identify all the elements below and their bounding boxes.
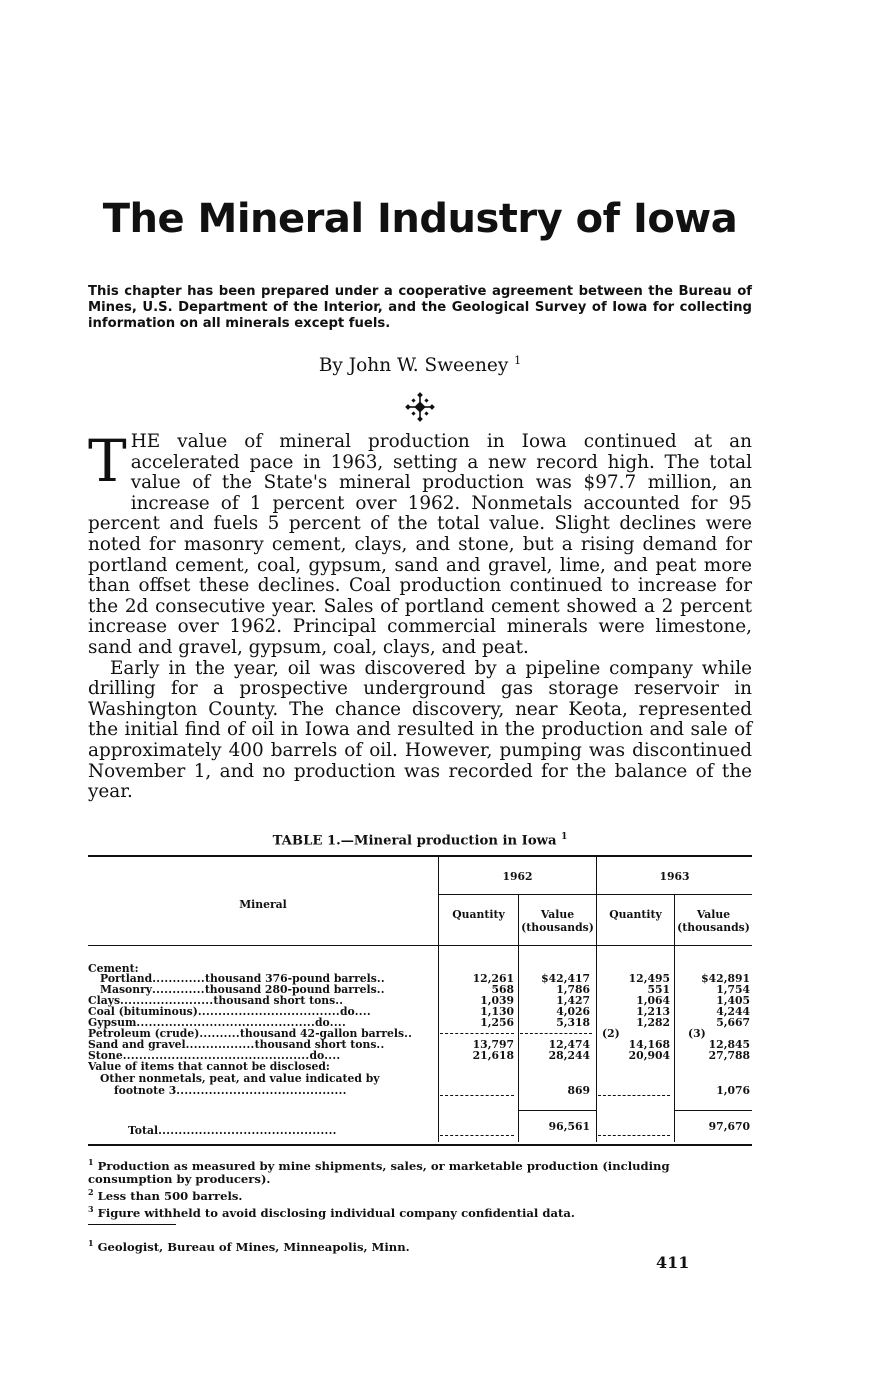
- body-text: [88, 427, 752, 803]
- page-title: The Mineral Industry of Iowa: [102, 196, 738, 242]
- cell-value-1962: 1,786: [556, 983, 590, 996]
- cell-value-1963: 5,667: [716, 1016, 750, 1029]
- cell-quantity-1963: 1,282: [636, 1016, 670, 1029]
- empty-cell-rule: [440, 1135, 514, 1136]
- header-bottom-rule: [88, 945, 752, 946]
- cell-value-1962: 869: [567, 1084, 590, 1097]
- cell-value-1962: 4,026: [556, 1005, 590, 1018]
- table-caption: [88, 832, 752, 848]
- row-label: Sand and gravel.................thousand short tons..: [88, 1038, 385, 1051]
- cell-quantity-1963: 1,064: [636, 994, 670, 1007]
- cell-quantity-1962: 12,261: [472, 972, 514, 985]
- cell-value-1963: $42,891: [701, 972, 750, 985]
- table-row: [88, 1084, 752, 1097]
- header-value-unit: (thousands): [521, 921, 594, 934]
- cell-value-1963: 1,754: [716, 983, 750, 996]
- row-label: Value of items that cannot be disclosed:: [88, 1060, 330, 1073]
- cell-value-1963: 12,845: [708, 1038, 750, 1051]
- row-label: Petroleum (crude)..........thousand 42-gallon barrels..: [88, 1027, 413, 1040]
- row-label: Other nonmetals, peat, and value indicated by: [100, 1072, 380, 1085]
- empty-cell-rule: [440, 1033, 514, 1034]
- cell-value-1963: 4,244: [716, 1005, 750, 1018]
- header-value-label: Value: [540, 908, 575, 921]
- cell-quantity-1963: 551: [647, 983, 670, 996]
- header-mineral: Mineral: [239, 898, 287, 911]
- row-label: Portland.............thousand 376-pound barrels..: [100, 972, 385, 985]
- header-quantity-1963: Quantity: [609, 908, 662, 921]
- row-label: Masonry.............thousand 280-pound barrels..: [100, 983, 385, 996]
- row-label: footnote 3..........................................: [114, 1084, 347, 1097]
- row-label: Gypsum............................................do....: [88, 1016, 347, 1029]
- row-label: Coal (bituminous)...................................do....: [88, 1005, 371, 1018]
- footnote: $^2$ Less than 500 barrels.: [88, 1186, 243, 1203]
- ornament-icon: [404, 392, 436, 422]
- paragraph-2: Early in the year, oil was discovered by a pipeline company while drilling for a prospective underground gas storage reservoir in Washington County. The chance discovery, near Keota, represented the initial find of oil in Iowa and resulted in the production and sale of approximately 400 barrels of oil. However, pumping was discontinued November 1, and no production was recorded for the balance of the year.: [88, 657, 752, 803]
- cell-value-1962: 28,244: [548, 1049, 590, 1062]
- table-footnotes: [88, 1156, 752, 1220]
- drop-cap: T: [88, 427, 127, 495]
- row-label: Total............................................: [128, 1124, 337, 1137]
- byline-text: By John W. Sweeney: [318, 355, 509, 377]
- cell-quantity-1962: 13,797: [472, 1038, 514, 1051]
- header-quantity-1962: Quantity: [452, 908, 505, 921]
- author-footnote-mark: 1: [88, 1238, 94, 1248]
- header-value-1963: [675, 908, 752, 934]
- table-caption-text: TABLE 1.—Mineral production in Iowa: [272, 833, 557, 849]
- footnote-rule: [88, 1224, 176, 1225]
- header-value-1962: [519, 908, 596, 934]
- header-value-unit: (thousands): [677, 921, 750, 934]
- header-year-1963: 1963: [659, 870, 690, 883]
- cell-quantity-1962: 21,618: [472, 1049, 514, 1062]
- table-bottom-rule: [88, 1144, 752, 1146]
- paragraph-1-text: HE value of mineral production in Iowa continued at an accelerated pace in 1963, setting a new record high. The total value of the State's mineral production was $97.7 million, an increase of 1 percent over 1962. Nonmetals accounted for 95 percent and fuels 5 percent of the total value. Slight declines were noted for masonry cement, clays, and stone, but a rising demand for portland cement, coal, gypsum, sand and gravel, lime, and peat more than offset these declines. Coal production continued to increase for the 2d consecutive year. Sales of portland cement showed a 2 percent increase over 1962. Principal commercial minerals were limestone, sand and gravel, gypsum, coal, clays, and peat.: [88, 431, 752, 658]
- empty-cell-rule: [598, 1095, 670, 1096]
- row-label: Stone..............................................do....: [88, 1049, 341, 1062]
- cell-quantity-1963: 1,213: [636, 1005, 670, 1018]
- page: [88, 0, 752, 1380]
- total-rule: [518, 1110, 596, 1111]
- cell-value-1962: $42,417: [541, 972, 590, 985]
- table-row-total: [88, 1120, 752, 1137]
- cell-value-1963: 1,076: [716, 1084, 750, 1097]
- cell-value-1963: (3): [688, 1027, 706, 1040]
- byline: [88, 354, 752, 376]
- empty-cell-rule: [598, 1135, 670, 1136]
- cell-quantity-1963: 20,904: [628, 1049, 670, 1062]
- year-header-rule: [438, 894, 752, 895]
- author-footnote-text: Geologist, Bureau of Mines, Minneapolis, Minn.: [97, 1239, 410, 1254]
- cell-value-1963: 1,405: [716, 994, 750, 1007]
- cell-quantity-1963: 14,168: [628, 1038, 670, 1051]
- footnote: $^3$ Figure withheld to avoid disclosing individual company confidential data.: [88, 1203, 575, 1220]
- table-top-rule: [88, 855, 752, 857]
- footnote: $^1$ Production as measured by mine shipments, sales, or marketable production (including consumption by producers).: [88, 1157, 670, 1186]
- cell-quantity-1962: 1,130: [480, 1005, 514, 1018]
- cell-quantity-1962: 1,039: [480, 994, 514, 1007]
- header-year-1962: 1962: [502, 870, 533, 883]
- row-label: Clays.......................thousand short tons..: [88, 994, 344, 1007]
- mineral-production-table: [88, 852, 752, 1152]
- chapter-note: This chapter has been prepared under a cooperative agreement between the Bureau of Mines, U.S. Department of the Interior, and the Geological Survey of Iowa for collecting information on all minerals except fuels.: [88, 284, 752, 331]
- cell-quantity-1963: (2): [602, 1027, 620, 1040]
- page-number: 411: [656, 1253, 690, 1272]
- byline-footnote-mark: 1: [514, 354, 522, 367]
- cell-quantity-1962: 1,256: [480, 1016, 514, 1029]
- cell-quantity-1963: 12,495: [628, 972, 670, 985]
- table-caption-mark: 1: [561, 832, 568, 842]
- empty-cell-rule: [520, 1033, 592, 1034]
- cell-value-1962: 1,427: [556, 994, 590, 1007]
- cell-value-1962: 12,474: [548, 1038, 590, 1051]
- row-label: Cement:: [88, 962, 139, 975]
- empty-cell-rule: [440, 1095, 514, 1096]
- cell-total-1963: 97,670: [708, 1120, 750, 1133]
- total-rule: [674, 1110, 752, 1111]
- cell-value-1963: 27,788: [708, 1049, 750, 1062]
- cell-total-1962: 96,561: [548, 1120, 590, 1133]
- cell-quantity-1962: 568: [491, 983, 514, 996]
- cell-value-1962: 5,318: [556, 1016, 590, 1029]
- author-footnote: [88, 1238, 410, 1254]
- header-value-label: Value: [696, 908, 731, 921]
- paragraph-1: [88, 427, 752, 659]
